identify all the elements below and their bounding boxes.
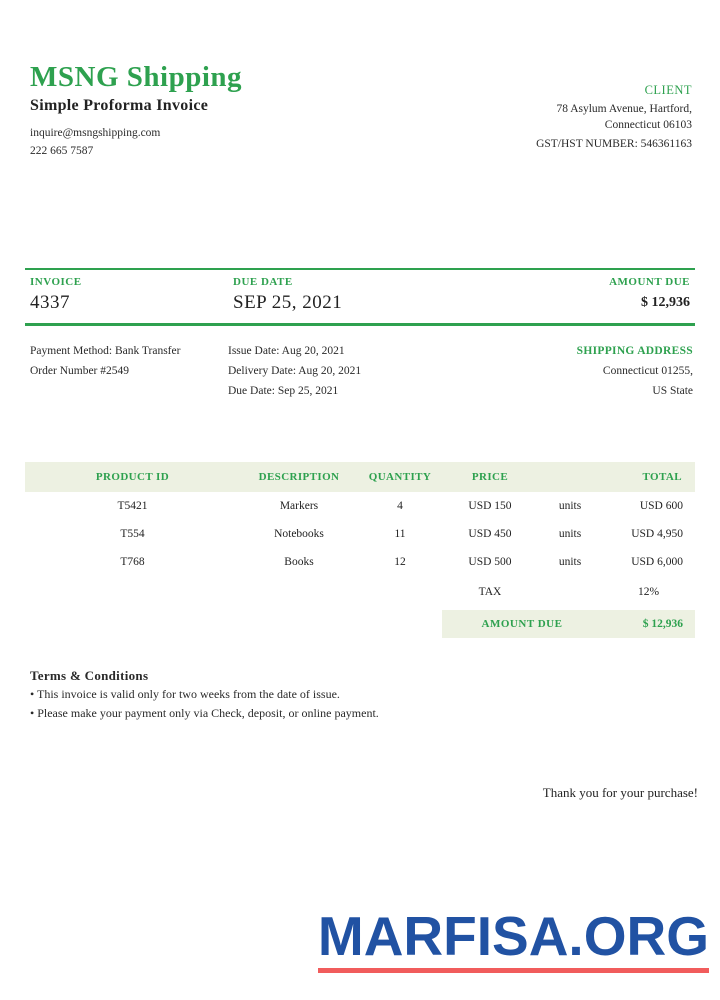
shipping-address-block — [473, 341, 693, 401]
brand-logo — [317, 905, 709, 973]
delivery-date: Delivery Date: Aug 20, 2021 — [228, 365, 362, 378]
column-header-quantity: QUANTITY — [368, 471, 432, 483]
client-address-line2: Connecticut 06103 — [604, 118, 692, 131]
cell-total: USD 600 — [639, 500, 683, 512]
cell-quantity: 12 — [394, 556, 406, 568]
tax-row — [25, 576, 695, 608]
table-row — [25, 492, 695, 520]
company-phone: 222 665 7587 — [30, 144, 94, 157]
client-address — [536, 102, 692, 133]
client-address-line1: 78 Asylum Avenue, Hartford, — [556, 103, 692, 115]
column-header-product-id: PRODUCT ID — [95, 471, 170, 483]
dates-block — [228, 341, 473, 401]
table-row — [25, 520, 695, 548]
amount-due-label: AMOUNT DUE — [609, 276, 690, 288]
shipping-address-label: SHIPPING ADDRESS — [576, 345, 693, 357]
cell-product-id: T554 — [120, 528, 145, 540]
terms-item: • Please make your payment only via Check, deposit, or online payment. — [30, 706, 379, 721]
cell-unit: units — [558, 528, 582, 540]
invoice-details — [30, 341, 693, 401]
cell-description: Markers — [279, 500, 319, 512]
terms-and-conditions — [30, 668, 690, 723]
payment-method: Payment Method: Bank Transfer — [30, 345, 181, 357]
total-amount-due-label: AMOUNT DUE — [481, 618, 563, 630]
column-header-description: DESCRIPTION — [258, 471, 340, 483]
issue-date: Issue Date: Aug 20, 2021 — [228, 345, 345, 357]
total-amount-due-band — [442, 610, 695, 638]
items-table — [25, 462, 695, 638]
client-gst-number: GST/HST NUMBER: 546361163 — [536, 138, 692, 151]
cell-description: Books — [284, 556, 314, 568]
company-email: inquire@msngshipping.com — [30, 126, 161, 139]
due-date-label: DUE DATE — [233, 276, 293, 288]
client-block — [536, 62, 692, 161]
invoice-number: 4337 — [30, 292, 70, 313]
invoice-summary-band — [25, 268, 695, 326]
document-subtitle: Simple Proforma Invoice — [30, 96, 209, 114]
amount-due-value: $ 12,936 — [641, 295, 690, 310]
cell-price: USD 450 — [468, 528, 512, 540]
due-date: Due Date: Sep 25, 2021 — [228, 385, 339, 398]
column-header-total: TOTAL — [642, 471, 682, 483]
amount-due-cell — [470, 276, 690, 314]
terms-item: • This invoice is valid only for two weeks from the date of issue. — [30, 687, 340, 701]
cell-unit: units — [558, 556, 582, 568]
brand-logo-text: MARFISA.ORG — [317, 905, 709, 967]
shipping-address-line1: Connecticut 01255, — [602, 365, 693, 378]
terms-heading: Terms & Conditions — [30, 668, 149, 683]
due-date-value: SEP 25, 2021 — [233, 292, 343, 313]
order-number: Order Number #2549 — [30, 365, 130, 378]
client-label: CLIENT — [644, 83, 692, 97]
cell-price: USD 500 — [468, 556, 512, 568]
cell-product-id: T5421 — [117, 500, 148, 512]
cell-total: USD 4,950 — [631, 528, 683, 540]
invoice-number-cell — [30, 276, 233, 314]
company-block — [30, 62, 242, 161]
invoice-header — [30, 62, 692, 161]
payment-block — [30, 341, 228, 401]
cell-description: Notebooks — [274, 528, 324, 540]
total-amount-due-value: $ 12,936 — [642, 618, 683, 630]
cell-product-id: T768 — [120, 556, 145, 568]
company-name: MSNG Shipping — [30, 61, 243, 93]
cell-quantity: 11 — [394, 528, 406, 540]
column-header-price: PRICE — [471, 471, 509, 483]
table-row — [25, 548, 695, 576]
tax-label: TAX — [478, 586, 502, 598]
invoice-label: INVOICE — [30, 276, 82, 288]
cell-unit: units — [558, 500, 582, 512]
cell-quantity: 4 — [397, 500, 403, 512]
cell-total: USD 6,000 — [631, 556, 683, 568]
due-date-cell — [233, 276, 470, 314]
company-contact — [30, 125, 242, 161]
tax-value: 12% — [637, 586, 660, 598]
brand-underline — [318, 968, 709, 973]
table-header-row — [25, 462, 695, 492]
thank-you-note: Thank you for your purchase! — [542, 785, 698, 800]
shipping-address-line2: US State — [652, 385, 693, 398]
cell-price: USD 150 — [468, 500, 512, 512]
total-amount-due-row — [25, 610, 695, 638]
